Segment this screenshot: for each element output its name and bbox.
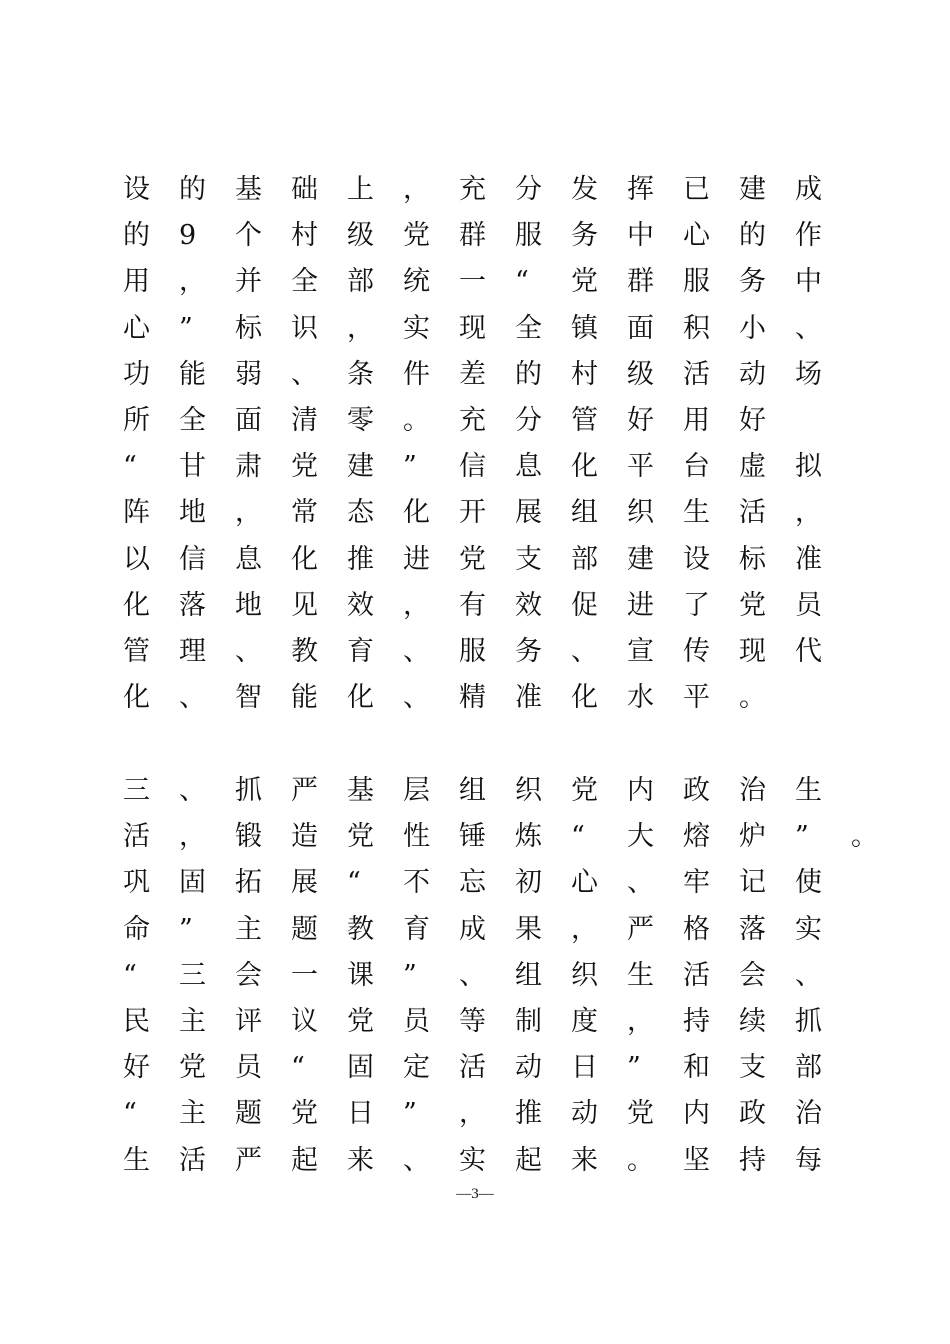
char: 见 [291, 589, 318, 621]
char: 。 [403, 404, 430, 436]
char: 效 [515, 589, 542, 621]
char: 标 [235, 312, 262, 344]
char: 一 [459, 266, 486, 298]
char: 性 [403, 821, 430, 853]
char: 、 [179, 775, 206, 806]
char: 议 [291, 1005, 318, 1037]
char: 并 [235, 266, 262, 298]
char: 化 [123, 589, 150, 621]
char: 政 [683, 775, 710, 806]
char: 来 [347, 1144, 374, 1176]
char: 上 [347, 174, 374, 205]
char: 成 [795, 174, 822, 205]
char: 。 [851, 821, 878, 853]
char: 生 [123, 1144, 150, 1176]
char: “ [123, 1098, 137, 1130]
char: 严 [627, 913, 654, 945]
char: 等 [459, 1005, 486, 1037]
char: ” [179, 312, 193, 344]
char: 、 [403, 682, 430, 714]
char: ” [403, 959, 417, 991]
char: 动 [515, 1052, 542, 1084]
char: 成 [459, 913, 486, 945]
char: 统 [403, 266, 430, 298]
char: 基 [347, 775, 374, 806]
char: 制 [515, 1005, 542, 1037]
char: 准 [795, 543, 822, 575]
char: 心 [683, 220, 710, 252]
char: 现 [739, 635, 766, 667]
char: 活 [123, 821, 150, 853]
char: 教 [291, 635, 318, 667]
char: 巩 [123, 867, 150, 899]
char: 主 [179, 1005, 206, 1037]
char: 持 [739, 1144, 766, 1176]
text-line [123, 167, 843, 213]
char: 度 [571, 1005, 598, 1037]
char: 实 [459, 1144, 486, 1176]
char: 牢 [683, 867, 710, 899]
char: ” [403, 451, 417, 483]
char: 有 [459, 589, 486, 621]
char: 展 [515, 497, 542, 529]
text-line [123, 860, 843, 906]
char: 、 [571, 635, 598, 667]
char: 层 [403, 775, 430, 806]
char: 息 [235, 543, 262, 575]
char: 设 [683, 543, 710, 575]
char: 全 [179, 404, 206, 436]
char: 级 [627, 358, 654, 390]
text-line [123, 814, 878, 860]
char: 记 [739, 867, 766, 899]
char: 传 [683, 635, 710, 667]
char: 员 [795, 589, 822, 621]
char: 会 [739, 959, 766, 991]
char: 来 [571, 1144, 598, 1176]
char: “ [515, 266, 529, 298]
char: 锻 [235, 821, 262, 853]
char: ， [235, 497, 262, 529]
char: 展 [291, 867, 318, 899]
char: 落 [179, 589, 206, 621]
char: 能 [291, 682, 318, 714]
char: 实 [795, 913, 822, 945]
char: ， [571, 913, 598, 945]
char: 群 [627, 266, 654, 298]
char: 个 [235, 220, 262, 252]
char: 员 [235, 1052, 262, 1084]
char: 组 [571, 497, 598, 529]
char: 党 [627, 1098, 654, 1130]
char: 息 [515, 451, 542, 483]
char: 锤 [459, 821, 486, 853]
char: 心 [123, 312, 150, 344]
char: ， [347, 312, 374, 344]
char: 挥 [627, 174, 654, 205]
paragraph-2 [123, 768, 878, 1184]
char: 标 [739, 543, 766, 575]
char: 地 [235, 589, 262, 621]
char: 固 [179, 867, 206, 899]
char: ， [179, 821, 206, 853]
char: 群 [459, 220, 486, 252]
char: 基 [235, 174, 262, 205]
char: 动 [739, 358, 766, 390]
text-line [123, 675, 843, 721]
char: 内 [627, 775, 654, 806]
char: 用 [683, 404, 710, 436]
char: 管 [123, 635, 150, 667]
char: 党 [403, 220, 430, 252]
char: 固 [347, 1052, 374, 1084]
char: 评 [235, 1005, 262, 1037]
text-line [123, 213, 843, 259]
char: 建 [739, 174, 766, 205]
char: 抓 [795, 1005, 822, 1037]
char: 教 [347, 913, 374, 945]
char: 信 [179, 543, 206, 575]
text-line [123, 768, 843, 814]
char: 虚 [739, 451, 766, 483]
char: 会 [235, 959, 262, 991]
char: 准 [515, 682, 542, 714]
char: 水 [627, 682, 654, 714]
char: 治 [739, 775, 766, 806]
char: 台 [683, 451, 710, 483]
char: 课 [347, 959, 374, 991]
char: 小 [739, 312, 766, 344]
char: 严 [235, 1144, 262, 1176]
char: 化 [291, 543, 318, 575]
char: 好 [739, 404, 766, 436]
char: 务 [739, 266, 766, 298]
text-line [123, 629, 843, 675]
char: 三 [179, 959, 206, 991]
char: 开 [459, 497, 486, 529]
char: 心 [571, 867, 598, 899]
char: 三 [123, 775, 150, 806]
char: 积 [683, 312, 710, 344]
char: 的 [515, 358, 542, 390]
char: 支 [739, 1052, 766, 1084]
char: 的 [739, 220, 766, 252]
char: 生 [627, 959, 654, 991]
char: 造 [291, 821, 318, 853]
char: 支 [515, 543, 542, 575]
char: 零 [347, 404, 374, 436]
char: 已 [683, 174, 710, 205]
char: 理 [179, 635, 206, 667]
char: 化 [123, 682, 150, 714]
char: 镇 [571, 312, 598, 344]
text-line [123, 583, 843, 629]
char: 育 [403, 913, 430, 945]
char: 服 [459, 635, 486, 667]
char: 党 [459, 543, 486, 575]
char: 识 [291, 312, 318, 344]
char: 了 [683, 589, 710, 621]
char: 化 [571, 451, 598, 483]
char: 地 [179, 497, 206, 529]
char: ” [627, 1052, 641, 1084]
char: 化 [403, 497, 430, 529]
char: 现 [459, 312, 486, 344]
char: ， [403, 589, 430, 621]
char: 不 [403, 867, 430, 899]
char: 织 [571, 959, 598, 991]
char: 全 [291, 266, 318, 298]
char: 落 [739, 913, 766, 945]
char: 发 [571, 174, 598, 205]
char: 实 [403, 312, 430, 344]
char: 、 [403, 635, 430, 667]
char: 生 [683, 497, 710, 529]
char: 政 [739, 1098, 766, 1130]
char: 阵 [123, 497, 150, 529]
char: 分 [515, 174, 542, 205]
char: 命 [123, 913, 150, 945]
char: 促 [571, 589, 598, 621]
char: 场 [795, 358, 822, 390]
char: 党 [179, 1052, 206, 1084]
char: 效 [347, 589, 374, 621]
char: 大 [627, 821, 654, 853]
text-line [123, 306, 843, 352]
char: 服 [515, 220, 542, 252]
char: 。 [739, 682, 766, 714]
char: 化 [347, 682, 374, 714]
char: 化 [571, 682, 598, 714]
char: 信 [459, 451, 486, 483]
char: 起 [515, 1144, 542, 1176]
char: 育 [347, 635, 374, 667]
char: 每 [795, 1144, 822, 1176]
char: 部 [795, 1052, 822, 1084]
char: 日 [347, 1098, 374, 1130]
char: 员 [403, 1005, 430, 1037]
char: 好 [123, 1052, 150, 1084]
char: 、 [291, 358, 318, 390]
char: 推 [347, 543, 374, 575]
text-line [123, 259, 843, 305]
char: 民 [123, 1005, 150, 1037]
char: 能 [179, 358, 206, 390]
char: 格 [683, 913, 710, 945]
char: 充 [459, 174, 486, 205]
char: ， [179, 266, 206, 298]
char: 的 [123, 220, 150, 252]
char: 。 [627, 1144, 654, 1176]
char: 条 [347, 358, 374, 390]
char: 、 [459, 959, 486, 991]
char: “ [571, 821, 585, 853]
char: 常 [291, 497, 318, 529]
char: 初 [515, 867, 542, 899]
char: 组 [459, 775, 486, 806]
char: 智 [235, 682, 262, 714]
char: “ [347, 867, 361, 899]
char: 9 [179, 220, 197, 252]
char: 以 [123, 543, 150, 575]
char: 一 [291, 959, 318, 991]
char: 充 [459, 404, 486, 436]
text-line [123, 1045, 843, 1091]
char: 级 [347, 220, 374, 252]
char: 炼 [515, 821, 542, 853]
char: 中 [627, 220, 654, 252]
char: 题 [235, 1098, 262, 1130]
char: 使 [795, 867, 822, 899]
char: 设 [123, 174, 150, 205]
char: 服 [683, 266, 710, 298]
char: 熔 [683, 821, 710, 853]
char: 动 [571, 1098, 598, 1130]
text-line [123, 537, 843, 583]
char: 、 [795, 312, 822, 344]
char: 、 [235, 635, 262, 667]
char: 党 [347, 1005, 374, 1037]
char: 清 [291, 404, 318, 436]
char: 党 [291, 1098, 318, 1130]
char: 平 [627, 451, 654, 483]
char: ， [795, 497, 822, 529]
char: 活 [179, 1144, 206, 1176]
char: 主 [179, 1098, 206, 1130]
char: 部 [347, 266, 374, 298]
char: “ [123, 959, 137, 991]
char: ” [179, 913, 193, 945]
char: 党 [739, 589, 766, 621]
char: 忘 [459, 867, 486, 899]
char: 织 [515, 775, 542, 806]
char: 果 [515, 913, 542, 945]
char: 精 [459, 682, 486, 714]
char: 中 [795, 266, 822, 298]
char: 抓 [235, 775, 262, 806]
char: 功 [123, 358, 150, 390]
char: ” [403, 1098, 417, 1130]
char: 所 [123, 404, 150, 436]
char: 务 [571, 220, 598, 252]
text-line [123, 444, 843, 490]
char: 组 [515, 959, 542, 991]
char: 炉 [739, 821, 766, 853]
text-line [123, 398, 843, 444]
char: 代 [795, 635, 822, 667]
char: 活 [459, 1052, 486, 1084]
char: 党 [571, 266, 598, 298]
char: 续 [739, 1005, 766, 1037]
char: 日 [571, 1052, 598, 1084]
char: 进 [403, 543, 430, 575]
char: 建 [347, 451, 374, 483]
text-line [123, 1138, 843, 1184]
char: 平 [683, 682, 710, 714]
char: 持 [683, 1005, 710, 1037]
char: 建 [627, 543, 654, 575]
char: 治 [795, 1098, 822, 1130]
char: 内 [683, 1098, 710, 1130]
char: 织 [627, 497, 654, 529]
char: 严 [291, 775, 318, 806]
char: 差 [459, 358, 486, 390]
page-number: —3— [456, 1186, 494, 1202]
char: 部 [571, 543, 598, 575]
char: 活 [683, 358, 710, 390]
char: 甘 [179, 451, 206, 483]
char: 拟 [795, 451, 822, 483]
paragraph-1 [123, 167, 843, 721]
char: 好 [627, 404, 654, 436]
text-line [123, 490, 843, 536]
char: 、 [179, 682, 206, 714]
char: “ [291, 1052, 305, 1084]
char: 件 [403, 358, 430, 390]
char: 管 [571, 404, 598, 436]
char: 全 [515, 312, 542, 344]
char: 起 [291, 1144, 318, 1176]
char: 的 [179, 174, 206, 205]
char: ” [795, 821, 809, 853]
text-line [123, 1091, 843, 1137]
char: 用 [123, 266, 150, 298]
text-line [123, 907, 843, 953]
char: 题 [291, 913, 318, 945]
char: 、 [627, 867, 654, 899]
char: 分 [515, 404, 542, 436]
char: 进 [627, 589, 654, 621]
char: 推 [515, 1098, 542, 1130]
char: 肃 [235, 451, 262, 483]
char: 党 [291, 451, 318, 483]
char: 态 [347, 497, 374, 529]
char: 坚 [683, 1144, 710, 1176]
char: 础 [291, 174, 318, 205]
char: 面 [235, 404, 262, 436]
char: ， [459, 1098, 486, 1130]
char: 定 [403, 1052, 430, 1084]
char: 宣 [627, 635, 654, 667]
char: 活 [683, 959, 710, 991]
char: ， [403, 174, 430, 205]
char: 生 [795, 775, 822, 806]
char: 主 [235, 913, 262, 945]
char: 和 [683, 1052, 710, 1084]
char: 党 [347, 821, 374, 853]
char: 弱 [235, 358, 262, 390]
char: 拓 [235, 867, 262, 899]
text-line [123, 999, 843, 1045]
char: 、 [795, 959, 822, 991]
char: 活 [739, 497, 766, 529]
char: “ [123, 451, 137, 483]
char: 务 [515, 635, 542, 667]
char: 村 [571, 358, 598, 390]
char: ， [627, 1005, 654, 1037]
text-line [123, 953, 843, 999]
char: 村 [291, 220, 318, 252]
char: 作 [795, 220, 822, 252]
char: 面 [627, 312, 654, 344]
char: 、 [403, 1144, 430, 1176]
text-line [123, 352, 843, 398]
char: 党 [571, 775, 598, 806]
